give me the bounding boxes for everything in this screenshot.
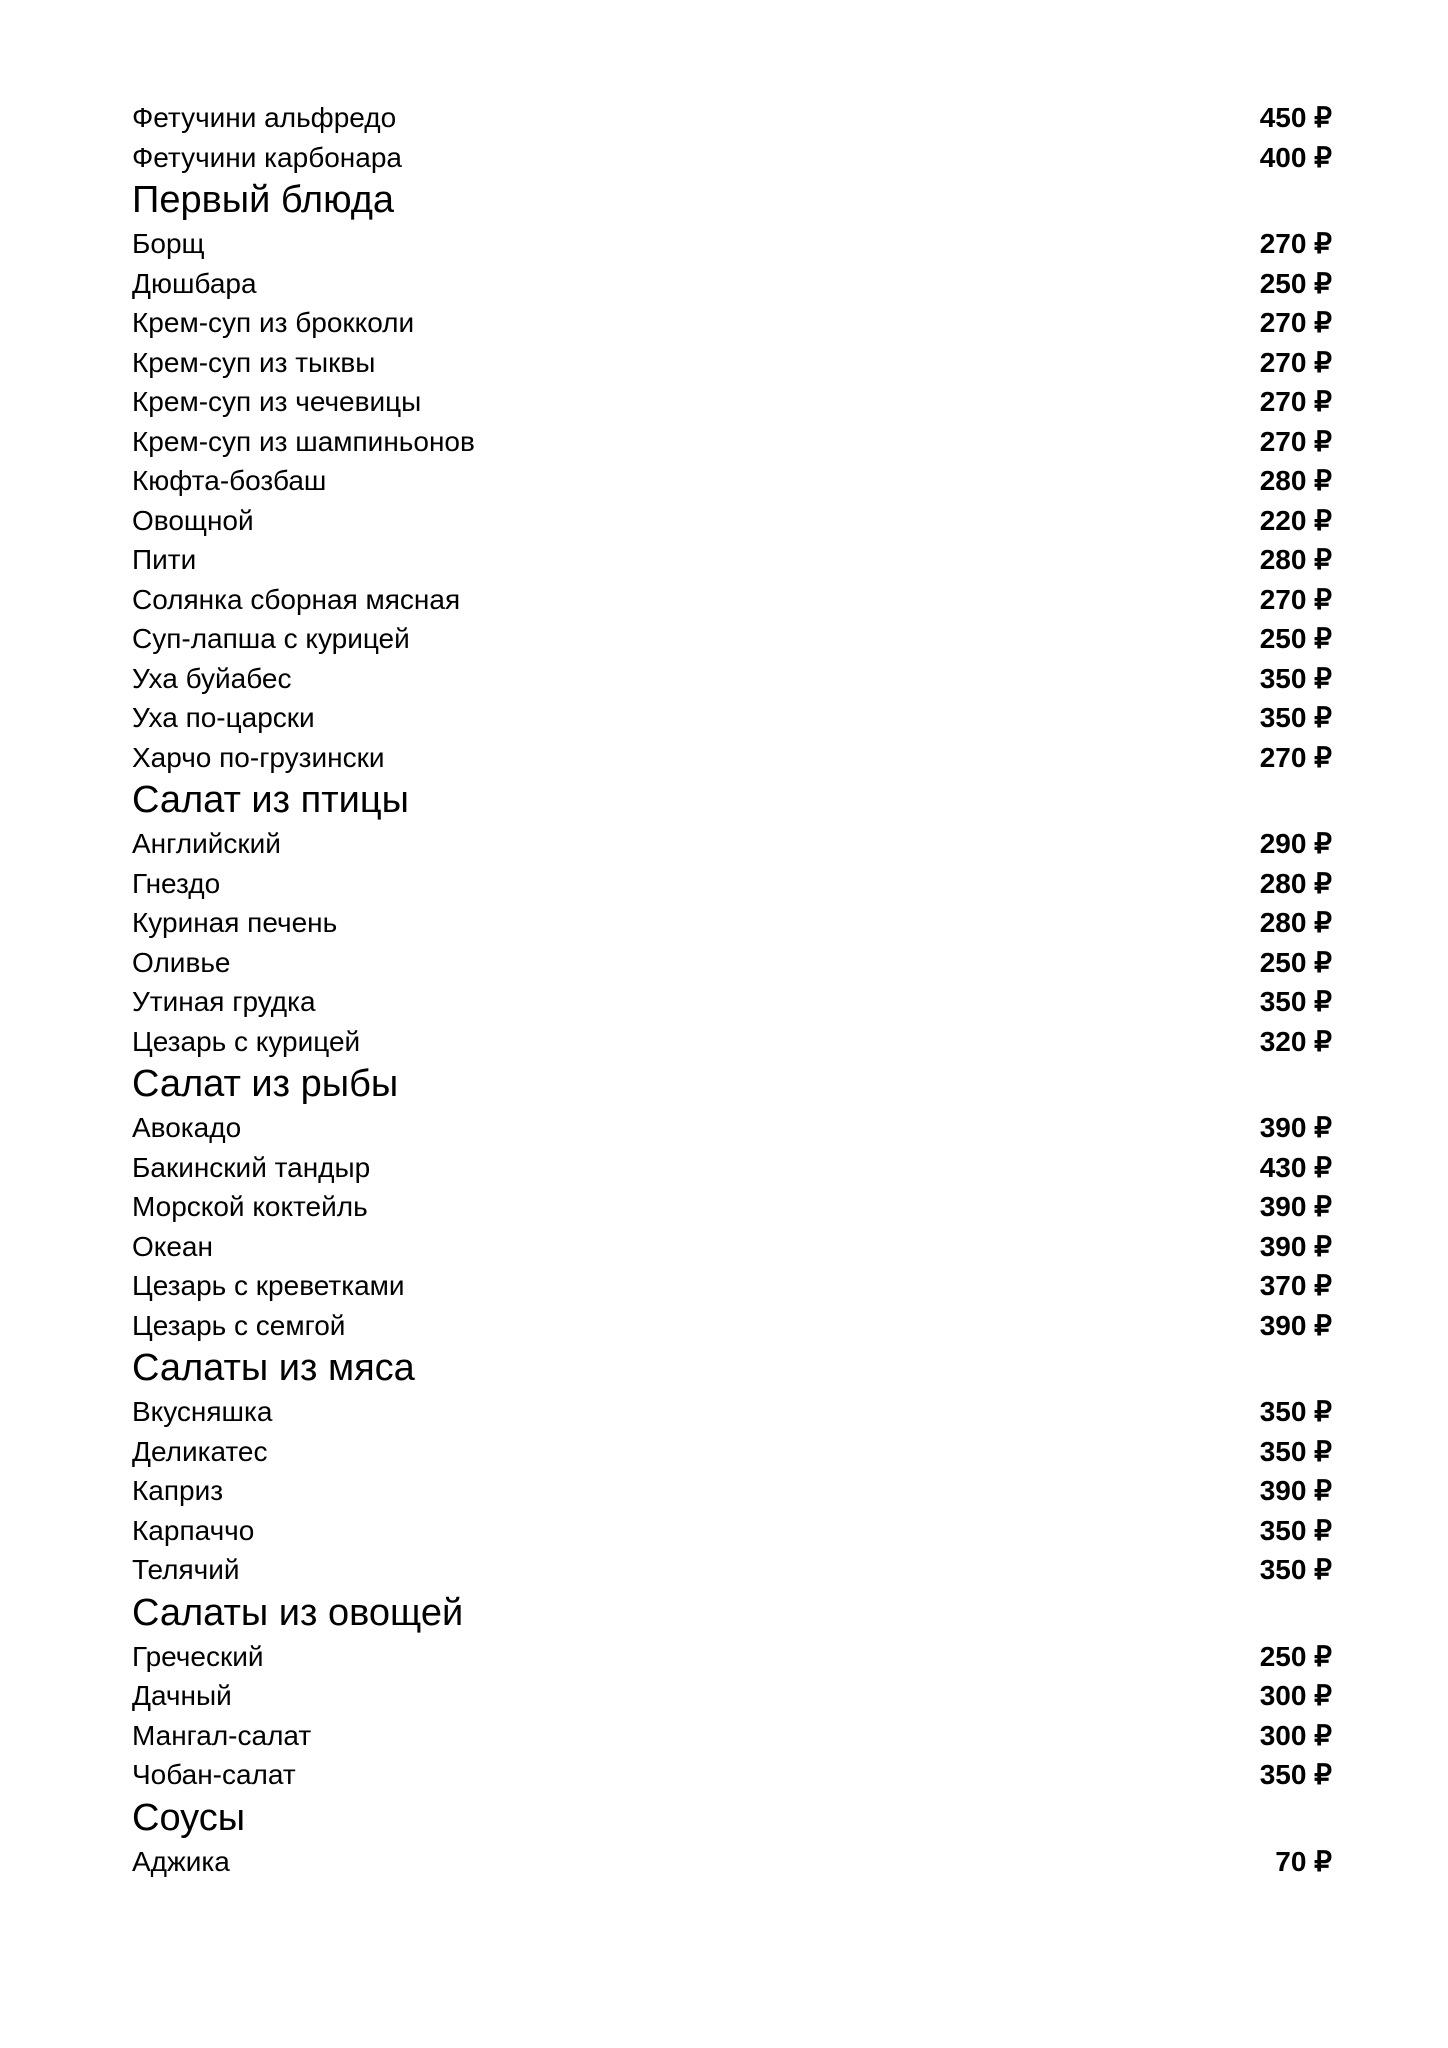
menu-item	[132, 224, 1332, 264]
menu-item-price: 450 ₽	[1259, 102, 1332, 133]
menu-item-name: Суп-лапша с курицей	[132, 623, 410, 654]
menu-item-price: 370 ₽	[1259, 1270, 1332, 1301]
menu-item	[132, 1676, 1332, 1716]
menu-item-price: 350 ₽	[1259, 1759, 1332, 1790]
menu-item-price: 250 ₽	[1259, 1640, 1332, 1672]
menu-item	[132, 1842, 1332, 1882]
menu-item-price: 390 ₽	[1259, 1475, 1332, 1506]
menu-item-name: Авокадо	[132, 1112, 242, 1143]
menu-item	[132, 1392, 1332, 1432]
menu-item	[132, 1637, 1332, 1677]
menu-item-name: Фетучини альфредо	[132, 102, 397, 133]
menu-item-price: 280 ₽	[1259, 867, 1332, 899]
menu-item-price: 250 ₽	[1259, 946, 1332, 978]
menu-item	[132, 1550, 1332, 1590]
section-heading: Салаты из мяса	[132, 1347, 415, 1389]
menu-item	[132, 264, 1332, 304]
menu-item-name: Крем-суп из тыквы	[132, 346, 376, 378]
menu-item-name: Мангал-салат	[132, 1719, 312, 1751]
menu-item-name: Океан	[132, 1230, 213, 1262]
menu-item-name: Цезарь с курицей	[132, 1025, 361, 1057]
menu-item	[132, 824, 1332, 864]
menu-item-price: 290 ₽	[1259, 828, 1332, 859]
menu-item-price: 280 ₽	[1259, 907, 1332, 938]
menu-item-price: 390 ₽	[1259, 1309, 1332, 1341]
menu-item	[132, 1187, 1332, 1227]
menu-item-price: 350 ₽	[1259, 1554, 1332, 1585]
section-heading: Соусы	[132, 1796, 246, 1839]
menu-item	[132, 1716, 1332, 1756]
menu-item	[132, 382, 1332, 422]
menu-item	[132, 540, 1332, 580]
menu-item-price: 430 ₽	[1259, 1151, 1332, 1183]
menu-item	[132, 1108, 1332, 1148]
menu-item-price: 270 ₽	[1259, 228, 1332, 259]
menu-item-name: Бакинский тандыр	[132, 1151, 371, 1183]
menu-item-name: Оливье	[132, 946, 231, 978]
menu-item	[132, 864, 1332, 904]
menu-list	[132, 98, 1332, 1881]
menu-item-name: Харчо по-грузински	[132, 741, 385, 773]
menu-item-name: Уха по-царски	[132, 702, 315, 733]
menu-item-price: 250 ₽	[1259, 623, 1332, 654]
menu-item-price: 400 ₽	[1259, 141, 1332, 173]
menu-item	[132, 1022, 1332, 1062]
menu-item-name: Борщ	[132, 228, 205, 259]
menu-item-price: 270 ₽	[1259, 386, 1332, 417]
menu-item	[132, 903, 1332, 943]
menu-item-name: Крем-суп из шампиньонов	[132, 425, 475, 457]
menu-item	[132, 1432, 1332, 1472]
section-heading: Первый блюда	[132, 179, 395, 221]
menu-item-price: 350 ₽	[1259, 662, 1332, 694]
menu-item-name: Утиная грудка	[132, 986, 316, 1017]
menu-item	[132, 138, 1332, 178]
menu-item-price: 350 ₽	[1259, 1396, 1332, 1427]
menu-item	[132, 698, 1332, 738]
menu-item-name: Цезарь с креветками	[132, 1270, 405, 1301]
menu-item-price: 390 ₽	[1259, 1230, 1332, 1262]
menu-item	[132, 1511, 1332, 1551]
menu-item	[132, 303, 1332, 343]
menu-item-name: Вкусняшка	[132, 1396, 273, 1427]
menu-item	[132, 659, 1332, 699]
menu-item-name: Крем-суп из брокколи	[132, 307, 415, 338]
menu-item-name: Карпаччо	[132, 1514, 255, 1546]
menu-item-name: Каприз	[132, 1475, 224, 1506]
menu-item-name: Фетучини карбонара	[132, 141, 402, 173]
menu-item-name: Уха буйабес	[132, 662, 292, 694]
menu-item	[132, 982, 1332, 1022]
menu-item	[132, 461, 1332, 501]
menu-item	[132, 1755, 1332, 1795]
menu-item-price: 270 ₽	[1259, 307, 1332, 338]
menu-item-price: 270 ₽	[1259, 346, 1332, 378]
section-heading: Салат из рыбы	[132, 1063, 399, 1105]
section-heading: Салат из птицы	[132, 779, 409, 821]
menu-item-price: 320 ₽	[1259, 1025, 1332, 1057]
menu-item-name: Греческий	[132, 1640, 264, 1672]
menu-item-price: 250 ₽	[1259, 267, 1332, 299]
menu-item-name: Телячий	[132, 1554, 240, 1585]
menu-item-name: Аджика	[132, 1845, 230, 1877]
menu-item-name: Цезарь с семгой	[132, 1309, 346, 1341]
menu-item-price: 350 ₽	[1259, 1514, 1332, 1546]
menu-item-price: 70 ₽	[1275, 1845, 1332, 1877]
menu-item-price: 350 ₽	[1259, 1435, 1332, 1467]
menu-item-price: 300 ₽	[1259, 1719, 1332, 1751]
menu-item	[132, 1148, 1332, 1188]
menu-item-price: 300 ₽	[1259, 1680, 1332, 1711]
menu-item-name: Английский	[132, 828, 281, 859]
menu-item-price: 280 ₽	[1259, 544, 1332, 575]
menu-item-name: Дюшбара	[132, 267, 257, 299]
menu-item-name: Пити	[132, 544, 197, 575]
menu-item	[132, 98, 1332, 138]
menu-item-price: 350 ₽	[1259, 702, 1332, 733]
menu-item-price: 280 ₽	[1259, 465, 1332, 496]
menu-item	[132, 1266, 1332, 1306]
menu-item-price: 270 ₽	[1259, 583, 1332, 615]
menu-item-name: Куриная печень	[132, 907, 338, 938]
menu-item-name: Овощной	[132, 504, 254, 536]
menu-item-name: Гнездо	[132, 867, 221, 899]
menu-item	[132, 501, 1332, 541]
menu-item	[132, 1306, 1332, 1346]
menu-item-price: 350 ₽	[1259, 986, 1332, 1017]
menu-item	[132, 943, 1332, 983]
menu-item-name: Кюфта-бозбаш	[132, 465, 327, 496]
menu-item	[132, 422, 1332, 462]
menu-item-name: Деликатес	[132, 1435, 268, 1467]
menu-item-name: Крем-суп из чечевицы	[132, 386, 422, 417]
menu-item-price: 270 ₽	[1259, 425, 1332, 457]
menu-item	[132, 619, 1332, 659]
menu-item-name: Чобан-салат	[132, 1759, 296, 1790]
menu-item-name: Солянка сборная мясная	[132, 583, 461, 615]
menu-item	[132, 1471, 1332, 1511]
menu-item	[132, 343, 1332, 383]
section-heading: Салаты из овощей	[132, 1591, 464, 1634]
menu-item-name: Дачный	[132, 1680, 232, 1711]
menu-item-price: 390 ₽	[1259, 1112, 1332, 1143]
menu-item	[132, 1227, 1332, 1267]
menu-item	[132, 738, 1332, 778]
menu-item-price: 390 ₽	[1259, 1191, 1332, 1222]
menu-item-price: 270 ₽	[1259, 741, 1332, 773]
menu-item-price: 220 ₽	[1259, 504, 1332, 536]
menu-item	[132, 580, 1332, 620]
menu-item-name: Морской коктейль	[132, 1191, 368, 1222]
